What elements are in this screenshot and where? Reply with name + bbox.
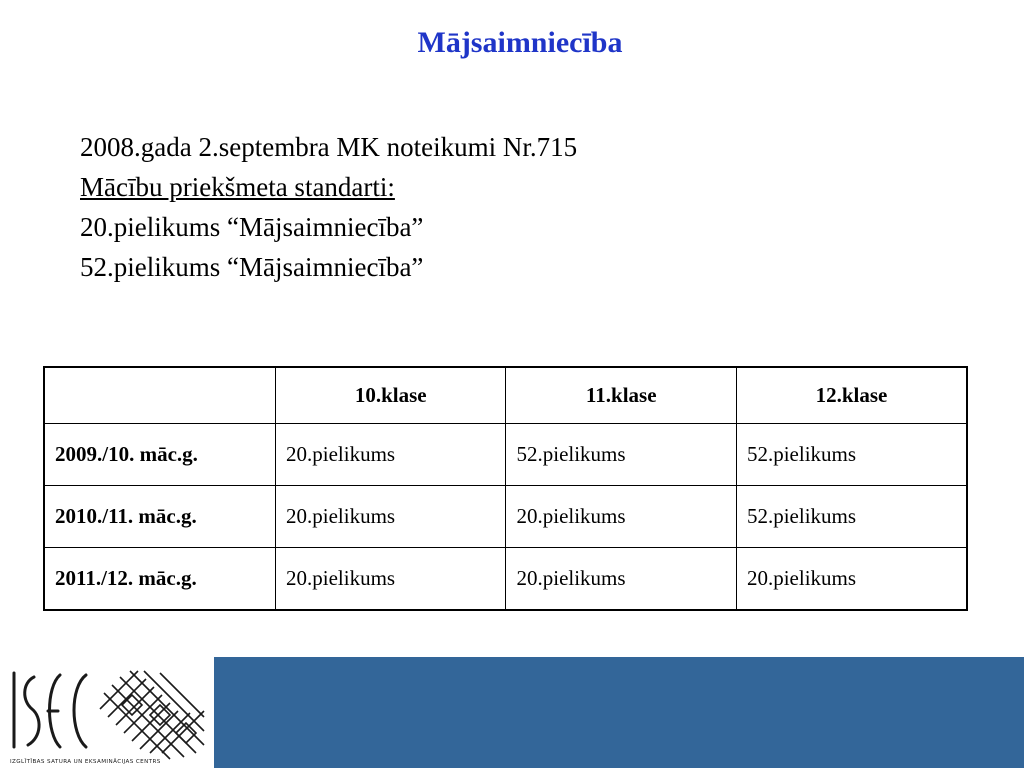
slide-title: Mājsaimniecība	[417, 26, 623, 59]
annex-52-line: 52.pielikums “Mājsaimniecība”	[80, 252, 424, 282]
row-header: 2011./12. māc.g.	[44, 548, 276, 610]
column-header: 12.klase	[736, 367, 967, 424]
annex-20-line: 20.pielikums “Mājsaimniecība”	[80, 212, 424, 242]
column-header: 11.klase	[506, 367, 736, 424]
body-text	[80, 127, 577, 287]
schedule-table	[43, 366, 968, 611]
table-cell: 20.pielikums	[736, 548, 967, 610]
table-cell: 20.pielikums	[276, 486, 506, 548]
regulation-line: 2008.gada 2.septembra MK noteikumi Nr.715	[80, 132, 578, 162]
table-cell: 20.pielikums	[276, 548, 506, 610]
standards-heading: Mācību priekšmeta standarti:	[80, 172, 395, 202]
table-cell: 20.pielikums	[506, 486, 736, 548]
table-cell: 20.pielikums	[506, 548, 736, 610]
table-cell: 52.pielikums	[506, 424, 736, 486]
table-cell: 52.pielikums	[736, 486, 967, 548]
table-header-row	[44, 367, 967, 424]
table-cell: 20.pielikums	[276, 424, 506, 486]
table-row	[44, 548, 967, 610]
footer-band	[0, 657, 1024, 768]
table-cell: 52.pielikums	[736, 424, 967, 486]
table-row	[44, 424, 967, 486]
svg-text:IZGLĪTĪBAS SATURA UN EKSAMINĀC: IZGLĪTĪBAS SATURA UN EKSAMINĀCIJAS CENTRS	[10, 759, 161, 765]
table-row	[44, 486, 967, 548]
table-corner-cell	[44, 367, 276, 424]
column-header: 10.klase	[276, 367, 506, 424]
isec-logo-icon	[0, 657, 214, 768]
row-header: 2010./11. māc.g.	[44, 486, 276, 548]
isec-logo	[0, 657, 214, 768]
row-header: 2009./10. māc.g.	[44, 424, 276, 486]
